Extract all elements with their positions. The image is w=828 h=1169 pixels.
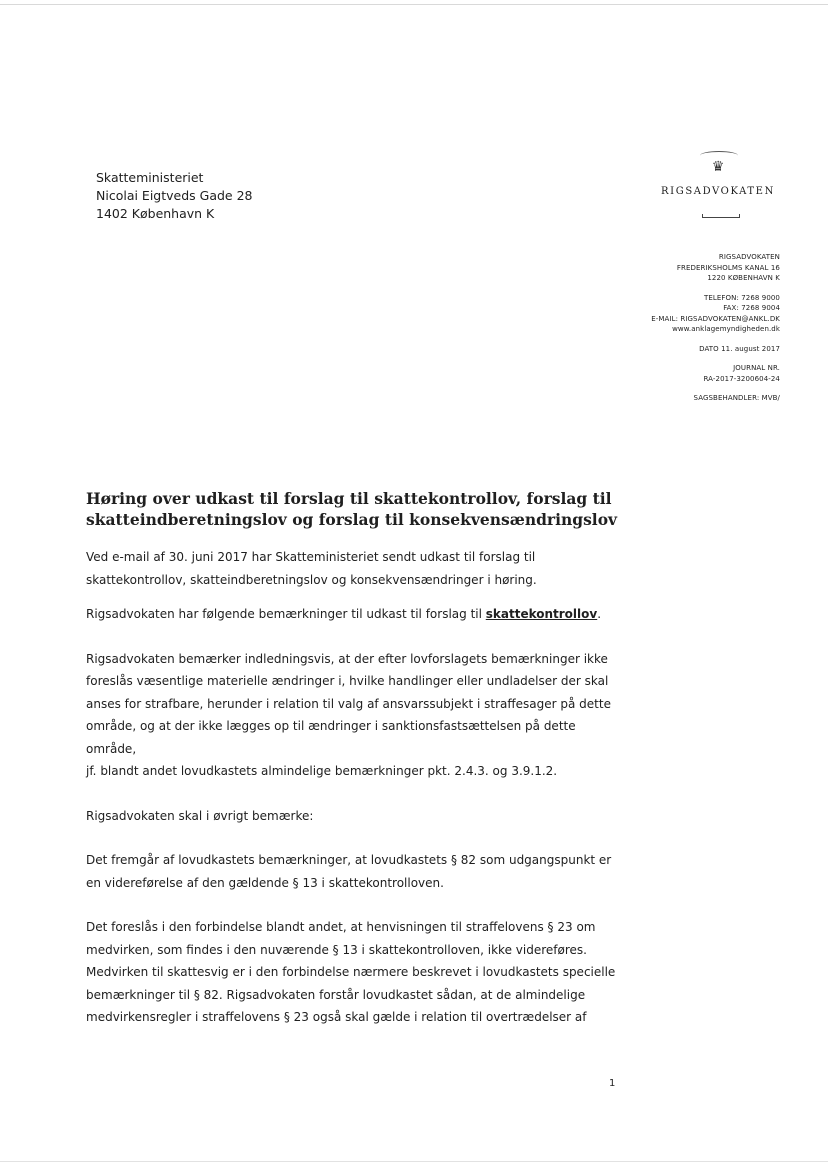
paragraph-3-line-1: Rigsadvokaten bemærker indledningsvis, at der efter lovforslagets bemærkninger ikke — [86, 651, 608, 666]
recipient-city: 1402 København K — [96, 206, 215, 221]
recipient-name: Skatteministeriet — [96, 170, 204, 185]
paragraph-1 — [86, 546, 618, 591]
sender-name: RIGSADVOKATEN — [718, 253, 780, 261]
sender-contact-block — [651, 293, 780, 335]
page-number: 1 — [609, 1078, 616, 1089]
crown-icon: ♛ — [711, 159, 725, 175]
paragraph-1-line-2: skattekontrollov, skatteindberetningslov og konsekvensændringer i høring. — [86, 572, 537, 587]
recipient-address — [96, 169, 253, 223]
logo-underline — [702, 214, 740, 218]
subject-line-2: skatteindberetningslov og forslag til konsekvensændringslov — [86, 510, 618, 529]
letter-body — [86, 546, 618, 1029]
paragraph-3-line-5: jf. blandt andet lovudkastets almindelige bemærkninger pkt. 2.4.3. og 3.9.1.2. — [86, 764, 558, 778]
paragraph-5 — [86, 849, 618, 894]
skattekontrollov-emphasis: skattekontrollov — [485, 607, 598, 621]
date-block — [651, 344, 780, 355]
top-edge-rule — [0, 4, 828, 5]
case-officer: SAGSBEHANDLER: MVB/ — [693, 394, 780, 402]
paragraph-2-suffix: . — [597, 607, 602, 621]
paragraph-5-line-2: en videreførelse af den gældende § 13 i skattekontrolloven. — [86, 875, 444, 890]
paragraph-1-line-1: Ved e-mail af 30. juni 2017 har Skatteministeriet sendt udkast til forslag til — [86, 550, 536, 564]
sender-city: 1220 KØBENHAVN K — [707, 274, 780, 282]
journal-number: RA-2017-3200604-24 — [703, 374, 780, 383]
paragraph-2-text: Rigsadvokaten har følgende bemærkninger til udkast til forslag til — [86, 607, 486, 621]
sender-street: FREDERIKSHOLMS KANAL 16 — [676, 263, 780, 272]
logo-name: RIGSADVOKATEN — [661, 186, 775, 197]
rigsadvokaten-logo — [650, 148, 786, 228]
paragraph-3-line-3: anses for strafbare, herunder i relation til valg af ansvarssubjekt i straffesager på dette — [86, 696, 611, 711]
paragraph-3-line-4: område, og at der ikke lægges op til ændringer i sanktionsfastsættelsen på dette område, — [86, 719, 576, 756]
bottom-edge-rule — [0, 1161, 828, 1162]
letter-subject — [86, 488, 646, 530]
paragraph-4: Rigsadvokaten skal i øvrigt bemærke: — [86, 808, 314, 823]
sender-phone: TELEFON: 7268 9000 — [703, 293, 780, 302]
paragraph-3-line-2: foreslås væsentlige materielle ændringer i, hvilke handlinger eller undladelser der skal — [86, 674, 609, 688]
paragraph-6-line-4: bemærkninger til § 82. Rigsadvokaten forstår lovudkastet sådan, at de almindelige — [86, 987, 586, 1002]
letter-date: DATO 11. august 2017 — [699, 344, 780, 353]
paragraph-6-line-5: medvirkensregler i straffelovens § 23 også skal gælde i relation til overtrædelser af — [86, 1010, 587, 1024]
sender-info — [651, 252, 780, 404]
paragraph-3 — [86, 648, 618, 783]
sender-fax: FAX: 7268 9004 — [723, 304, 780, 312]
paragraph-2 — [86, 603, 618, 626]
paragraph-6 — [86, 916, 618, 1029]
journal-block — [651, 363, 780, 384]
paragraph-6-line-1: Det foreslås i den forbindelse blandt andet, at henvisningen til straffelovens § 23 om — [86, 920, 596, 934]
recipient-street: Nicolai Eigtveds Gade 28 — [96, 188, 253, 203]
paragraph-6-line-2: medvirken, som findes i den nuværende § 13 i skattekontrolloven, ikke videreføres. — [86, 942, 587, 957]
journal-label: JOURNAL NR. — [733, 364, 780, 372]
paragraph-5-line-1: Det fremgår af lovudkastets bemærkninger, at lovudkastets § 82 som udgangspunkt er — [86, 853, 612, 867]
subject-line-1: Høring over udkast til forslag til skattekontrollov, forslag til — [86, 489, 612, 508]
sender-email: E-MAIL: RIGSADVOKATEN@ANKL.DK — [651, 314, 780, 323]
sender-website: www.anklagemyndigheden.dk — [672, 325, 780, 333]
paragraph-6-line-3: Medvirken til skattesvig er i den forbindelse nærmere beskrevet i lovudkastets specielle — [86, 965, 616, 979]
sender-address-block — [651, 252, 780, 284]
